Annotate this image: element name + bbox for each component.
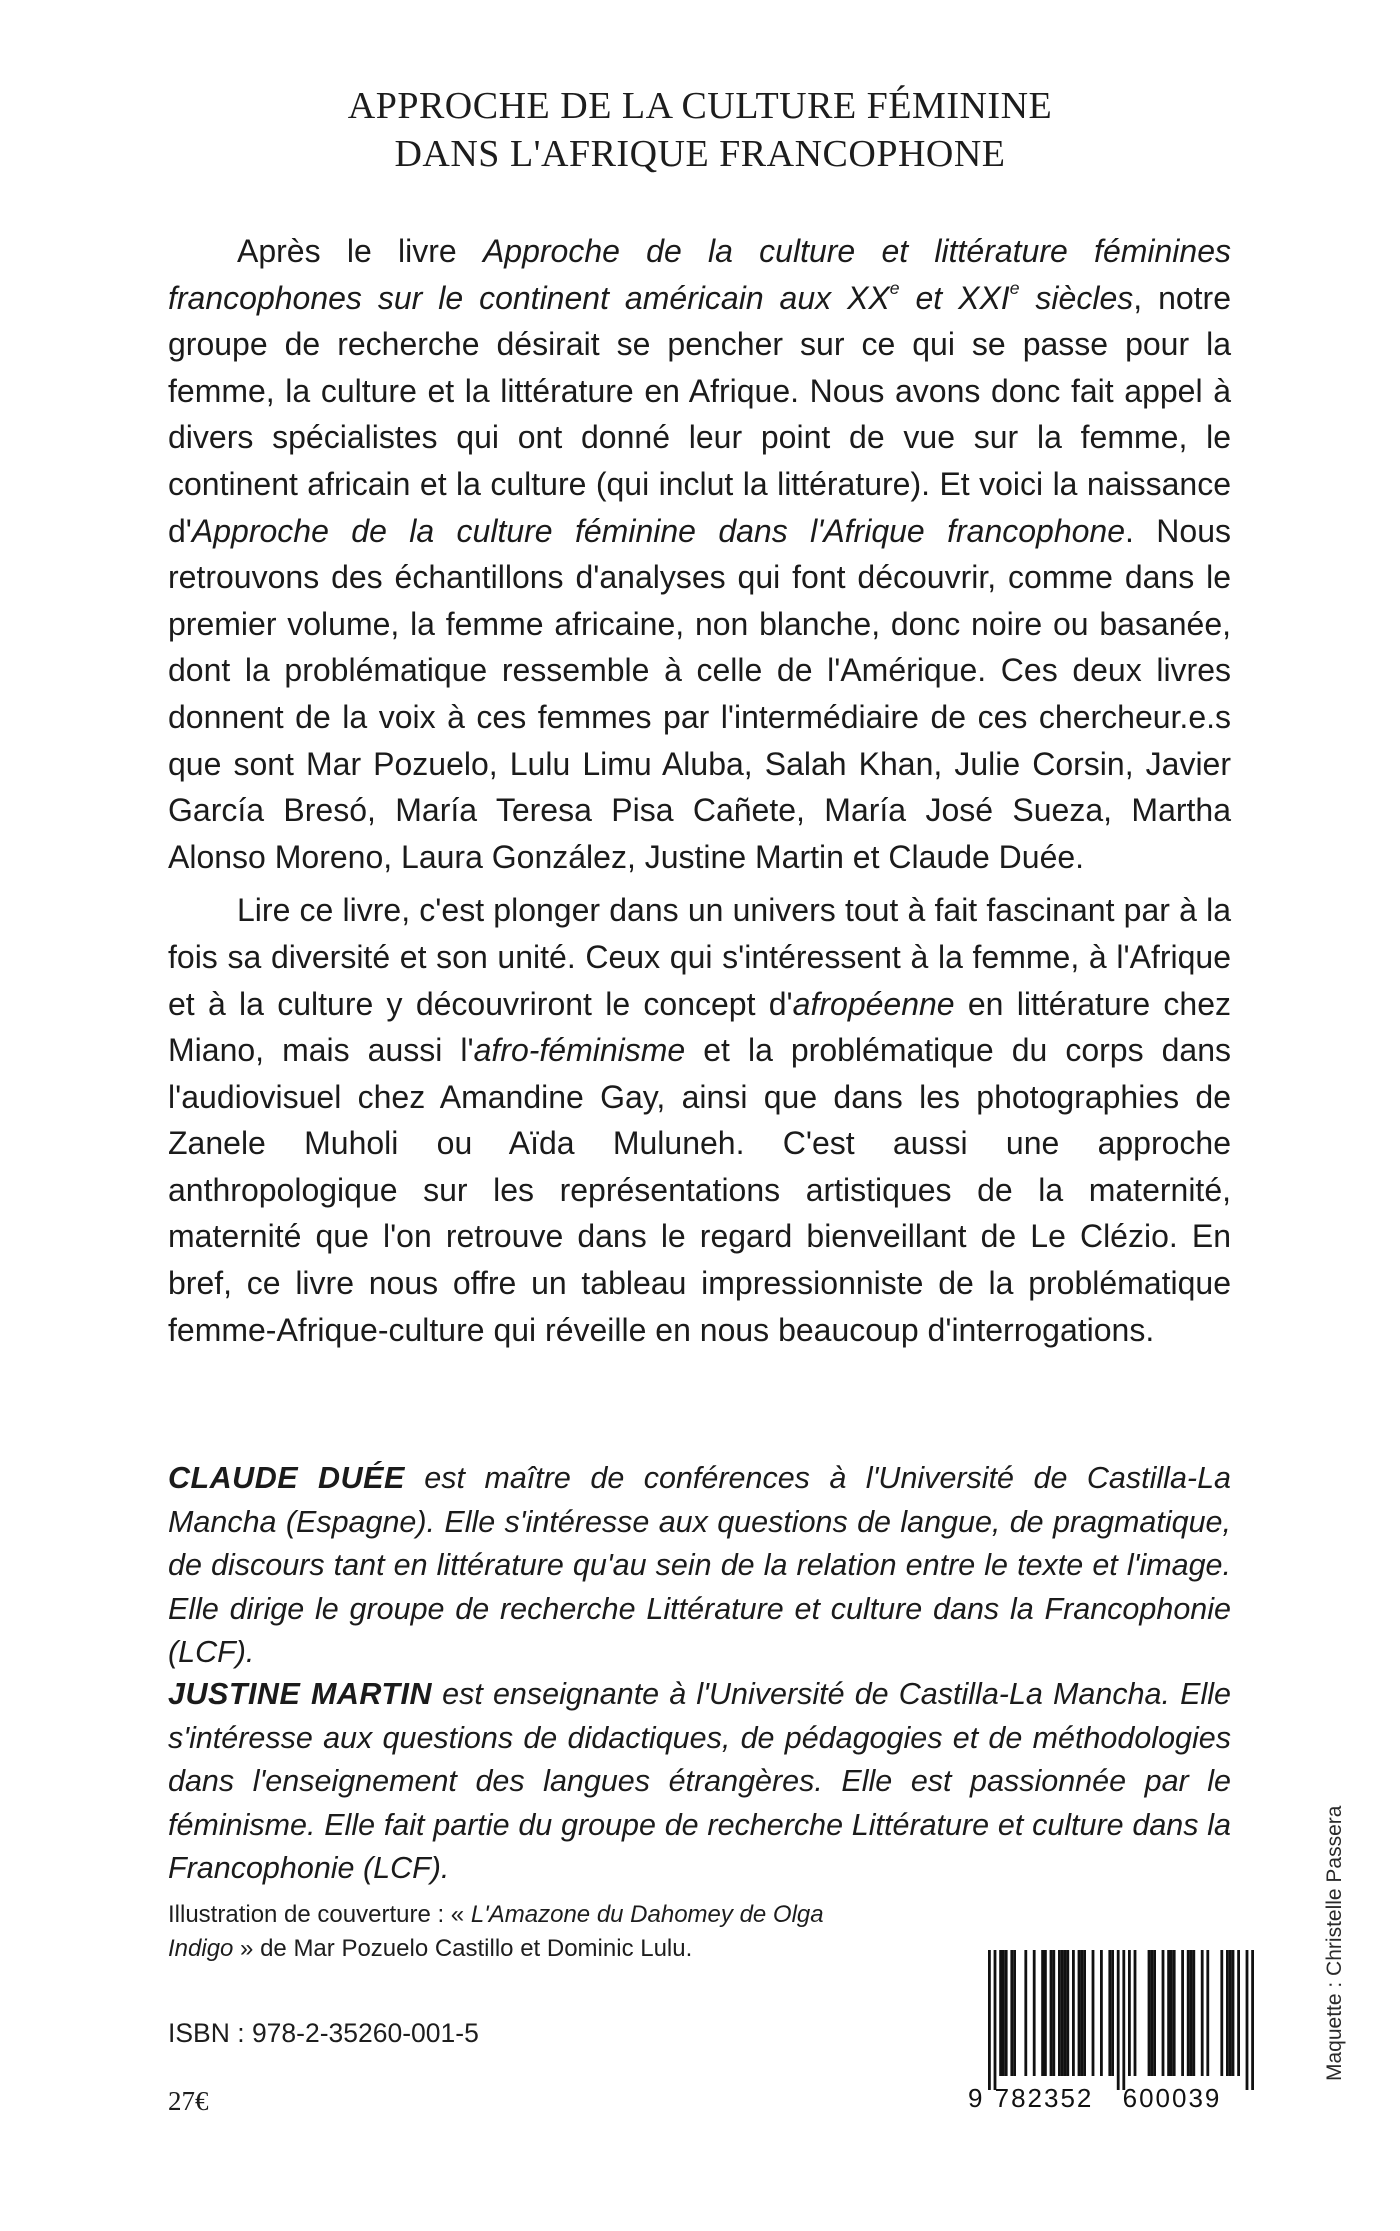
barcode-bar (1050, 1950, 1053, 2076)
barcode-bar (1064, 1950, 1067, 2076)
barcode-bar (1190, 1950, 1193, 2076)
barcode-left-digits: 782352 (994, 2083, 1094, 2112)
barcode-bar (1061, 1950, 1064, 2076)
author-bio-justine-martin: JUSTINE MARTIN est enseignante à l'Université de Castilla-La Mancha. Elle s'intéresse aux questions de didactiques, de pédagogies et de méthodologies dans l'enseignement des langues étrangères. Elle est passionnée par le féminisme. Elle fait partie du groupe de recherche Littérature et culture dans la Francophonie (LCF). (168, 1677, 1231, 1886)
barcode-bar (1013, 1950, 1016, 2076)
barcode-bar (1206, 1950, 1209, 2076)
barcode-bar (1170, 1950, 1173, 2076)
barcode-bar (1010, 1950, 1013, 2076)
blurb (168, 228, 1231, 1353)
barcode-bar (1150, 1950, 1153, 2076)
blurb-paragraph-1: Après le livre Approche de la culture et littérature féminines francophones sur le continent américain aux XXe et XXIe siècles, notre groupe de recherche désirait se pencher sur ce qui se passe pour la femme, la culture et la littérature en Afrique. Nous avons donc fait appel à divers spécialistes qui ont donné leur point de vue sur la femme, le continent africain et la culture (qui inclut la littérature). Et voici la naissance d'Approche de la culture féminine dans l'Afrique francophone. Nous retrouvons des échantillons d'analyses qui font découvrir, comme dans le premier volume, la femme africaine, non blanche, donc noire ou basanée, dont la problématique ressemble à celle de l'Amérique. Ces deux livres donnent de la voix à ces femmes par l'intermédiaire de ces chercheur.e.s que sont Mar Pozuelo, Lulu Limu Aluba, Salah Khan, Julie Corsin, Javier García Bresó, María Teresa Pisa Cañete, María José Sueza, Martha Alonso Moreno, Laura González, Justine Martin et Claude Duée. (168, 233, 1232, 875)
barcode-bar (1226, 1950, 1229, 2076)
barcode-bars (988, 1950, 1254, 2090)
price: 27€ (168, 2086, 209, 2116)
cover-illustration-credit: Illustration de couverture : « L'Amazone du Dahomey de Olga Indigo » de Mar Pozuelo Castillo et Dominic Lulu. (168, 1901, 824, 1962)
barcode-bar (1237, 1950, 1240, 2076)
barcode-guard-bar (1246, 1950, 1249, 2090)
barcode-bar (1033, 1950, 1036, 2076)
author-name: CLAUDE DUÉE (168, 1461, 405, 1495)
barcode-bar (1162, 1950, 1165, 2076)
barcode-bar (1100, 1950, 1103, 2076)
barcode-bar (1201, 1950, 1204, 2076)
barcode-bar (1078, 1950, 1081, 2076)
barcode-guard-bar (1117, 1950, 1120, 2090)
barcode-bar (1153, 1950, 1156, 2076)
barcode-right-digits: 600039 (1122, 2083, 1222, 2112)
blurb-paragraph-2: Lire ce livre, c'est plonger dans un univers tout à fait fascinant par à la fois sa diversité et son unité. Ceux qui s'intéressent à la femme, à l'Afrique et à la culture y découvriront le concept d'afropéenne en littérature chez Miano, mais aussi l'afro-féminisme et la problématique du corps dans l'audiovisuel chez Amandine Gay, ainsi que dans les photographies de Zanele Muholi ou Aïda Muluneh. C'est aussi une approche anthropologique sur les représentations artistiques de la maternité, maternité que l'on retrouve dans le regard bienveillant de Le Clézio. En bref, ce livre nous offre un tableau impressionniste de la problématique femme-Afrique-culture qui réveille en nous beaucoup d'interrogations. (168, 892, 1232, 1348)
barcode-bar (1066, 1950, 1069, 2076)
barcode-bar (1083, 1950, 1086, 2076)
barcode-bar (1002, 1950, 1005, 2076)
barcode-bar (1080, 1950, 1083, 2076)
barcode-bar (1167, 1950, 1170, 2076)
barcode-bar (1092, 1950, 1095, 2076)
barcode-bar (1024, 1950, 1027, 2076)
barcode-bar (1220, 1950, 1223, 2076)
barcode-bar (1044, 1950, 1047, 2076)
barcode-guard-bar (1251, 1950, 1254, 2090)
barcode (960, 1946, 1260, 2112)
barcode-bar (1134, 1950, 1137, 2076)
layout-designer-credit: Maquette : Christelle Passera (1323, 1805, 1346, 2081)
book-title-line-2: DANS L'AFRIQUE FRANCOPHONE (394, 133, 1006, 175)
barcode-bar (1052, 1950, 1055, 2076)
barcode-bar (999, 1950, 1002, 2076)
isbn: ISBN : 978-2-35260-001-5 (168, 2018, 479, 2048)
barcode-guard-bar (1122, 1950, 1125, 2090)
book-reference: Approche de la culture et littérature féminines francophones sur le continent américain aux XXe et XXIe siècles (168, 233, 1232, 316)
book-title-line-1: APPROCHE DE LA CULTURE FÉMININE (347, 85, 1053, 127)
barcode-lead-digit: 9 (968, 2083, 983, 2112)
barcode-bar (1181, 1950, 1184, 2076)
barcode-bar (1072, 1950, 1075, 2076)
barcode-bar (1041, 1950, 1044, 2076)
barcode-bar (1111, 1950, 1114, 2076)
barcode-bar (1187, 1950, 1190, 2076)
barcode-bar (1108, 1950, 1111, 2076)
barcode-bar (1005, 1950, 1008, 2076)
barcode-bar (1232, 1950, 1235, 2076)
barcode-bar (1148, 1950, 1151, 2076)
barcode-guard-bar (988, 1950, 991, 2090)
barcode-guard-bar (994, 1950, 997, 2090)
author-name: JUSTINE MARTIN (168, 1677, 432, 1711)
book-title (0, 82, 1400, 178)
author-bio-claude-duee: CLAUDE DUÉE est maître de conférences à l'Université de Castilla-La Mancha (Espagne). Elle s'intéresse aux questions de langue, de pragmatique, de discours tant en littérature qu'au sein de la relation entre le texte et l'image. Elle dirige le groupe de recherche Littérature et culture dans la Francophonie (LCF). (168, 1461, 1231, 1670)
barcode-bar (1192, 1950, 1195, 2076)
barcode-bar (1173, 1950, 1176, 2076)
barcode-bar (1229, 1950, 1232, 2076)
barcode-bar (1058, 1950, 1061, 2076)
barcode-bar (1128, 1950, 1131, 2076)
book-title-reference: Approche de la culture féminine dans l'Afrique francophone (191, 512, 1126, 549)
